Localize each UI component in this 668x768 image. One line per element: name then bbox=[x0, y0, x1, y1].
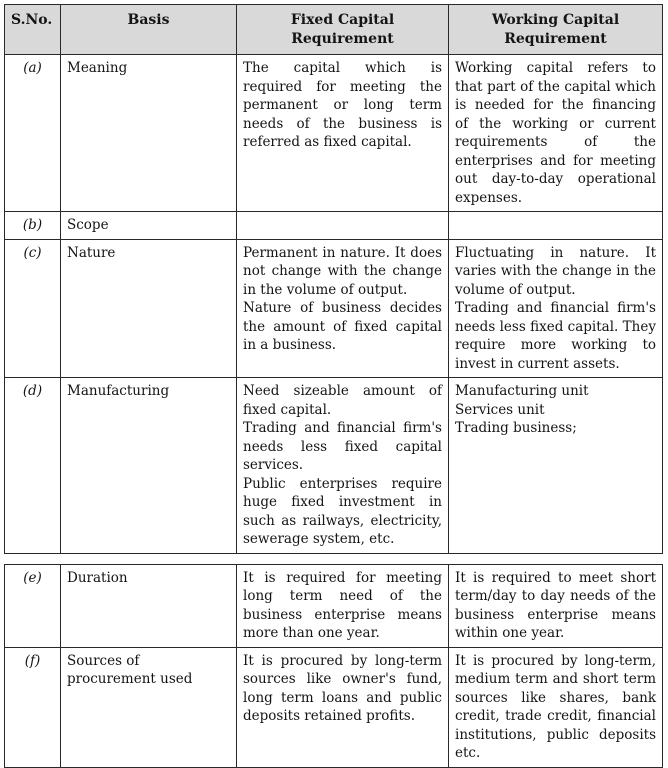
row-working bbox=[449, 378, 663, 554]
fixed-text: Permanent in nature. It does not change with the change in the volume of output. bbox=[243, 244, 442, 298]
row-basis: Scope bbox=[61, 212, 237, 240]
gap-cell bbox=[5, 553, 663, 564]
working-text: Fluctuating in nature. It varies with the change in the volume of output. bbox=[455, 244, 656, 298]
page-break-gap bbox=[5, 553, 663, 564]
table-row bbox=[5, 564, 663, 647]
fixed-text: Nature of business decides the amount of fixed capital in a business. bbox=[243, 300, 442, 353]
row-fixed bbox=[237, 55, 449, 212]
row-working bbox=[449, 564, 663, 647]
row-basis: Meaning bbox=[61, 55, 237, 212]
row-working bbox=[449, 239, 663, 378]
row-fixed bbox=[237, 239, 449, 378]
working-text: Services unit bbox=[455, 401, 545, 418]
row-working bbox=[449, 647, 663, 767]
table-row bbox=[5, 55, 663, 212]
fixed-text: Need sizeable amount of fixed capital. bbox=[243, 383, 442, 418]
row-fixed bbox=[237, 564, 449, 647]
row-basis: Manufacturing bbox=[61, 378, 237, 554]
fixed-text: It is procured by long-term sources like owner's fund, long term loans and public deposits retained profits. bbox=[243, 652, 442, 724]
fixed-text: The capital which is required for meeting the permanent or long term needs of the business is referred as fixed capital. bbox=[243, 60, 442, 150]
row-sno: (b) bbox=[5, 212, 61, 240]
header-working: Working Capital Requirement bbox=[449, 5, 663, 55]
row-working bbox=[449, 212, 663, 240]
table-row bbox=[5, 239, 663, 378]
fixed-text: Public enterprises require huge fixed investment in such as railways, electricity, sewerage system, etc. bbox=[243, 475, 442, 547]
header-fixed: Fixed Capital Requirement bbox=[237, 5, 449, 55]
header-sno: S.No. bbox=[5, 5, 61, 55]
row-basis: Nature bbox=[61, 239, 237, 378]
row-basis: Duration bbox=[61, 564, 237, 647]
row-sno: (f) bbox=[5, 647, 61, 767]
row-sno: (a) bbox=[5, 55, 61, 212]
row-fixed bbox=[237, 378, 449, 554]
working-text: Manufacturing unit bbox=[455, 383, 589, 399]
row-sno: (c) bbox=[5, 239, 61, 378]
header-basis: Basis bbox=[61, 5, 237, 55]
working-text: Trading business; bbox=[455, 420, 577, 436]
table-row bbox=[5, 647, 663, 767]
working-text: It is procured by long-term, medium term and short term sources like shares, bank credit, trade credit, financial institutions, public deposits etc. bbox=[455, 652, 656, 761]
row-fixed bbox=[237, 212, 449, 240]
row-sno: (e) bbox=[5, 564, 61, 647]
fixed-text: It is required for meeting long term need of the business enterprise means more than one year. bbox=[243, 569, 442, 641]
header-row bbox=[5, 5, 663, 55]
row-working bbox=[449, 55, 663, 212]
working-text: It is required to meet short term/day to day needs of the business enterprise means within one year. bbox=[455, 569, 656, 641]
row-sno: (d) bbox=[5, 378, 61, 554]
fixed-text: Trading and financial firm's needs less fixed capital services. bbox=[243, 420, 442, 473]
table-row bbox=[5, 212, 663, 240]
comparison-table bbox=[4, 4, 663, 768]
table-row bbox=[5, 378, 663, 554]
working-text: Trading and financial firm's needs less fixed capital. They require more working to invest in current assets. bbox=[455, 300, 656, 372]
working-text: Working capital refers to that part of the capital which is needed for the financing of the working or current requirements of the enterprises and for meeting out day-to-day operational expenses. bbox=[455, 60, 656, 206]
row-basis: Sources of procurement used bbox=[61, 647, 237, 767]
row-fixed bbox=[237, 647, 449, 767]
